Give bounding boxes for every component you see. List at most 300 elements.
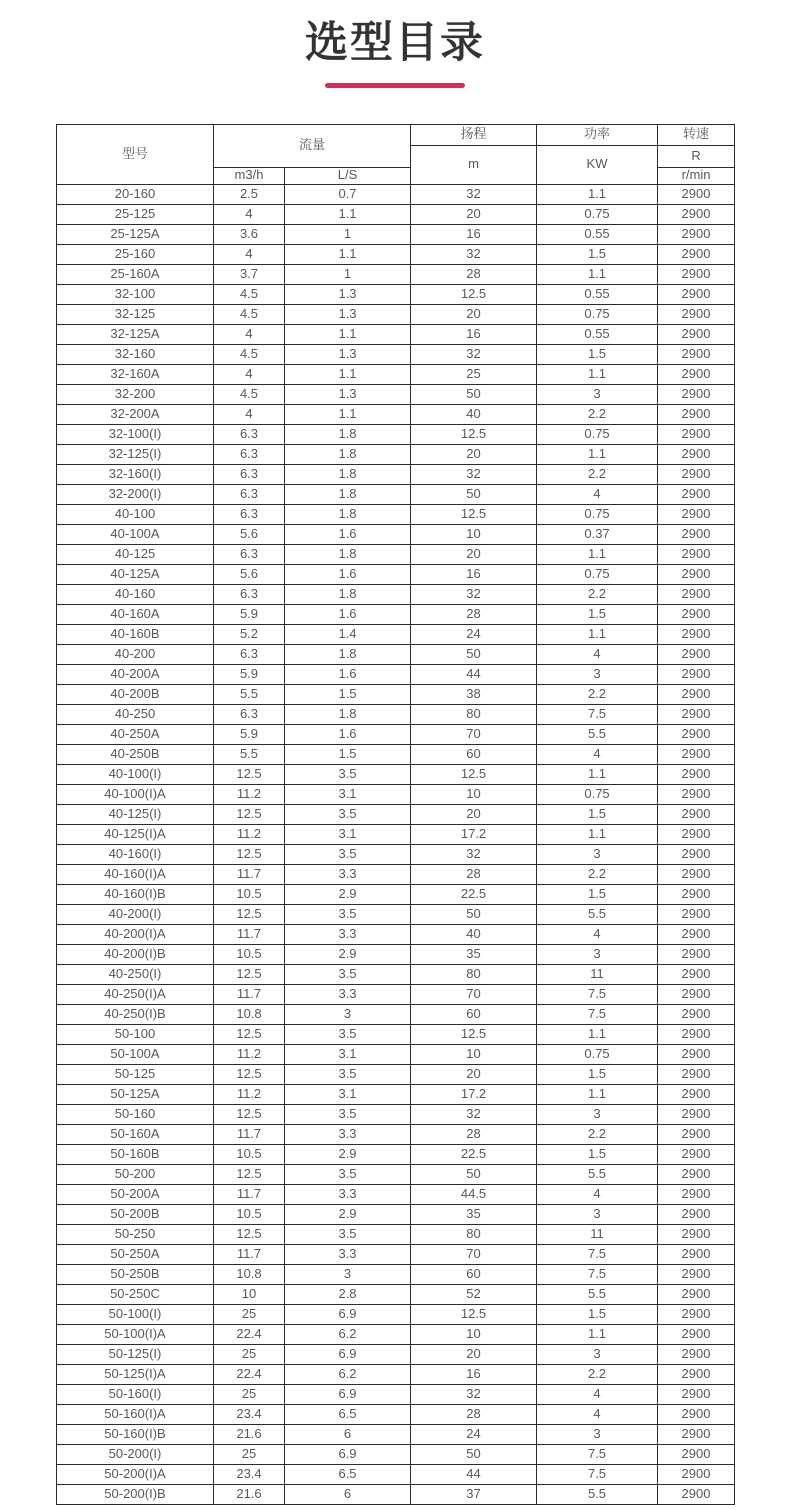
- cell-model: 50-200(I)B: [57, 1484, 214, 1504]
- cell-speed-rpm: 2900: [658, 464, 735, 484]
- cell-flow-ls: 3.1: [285, 1084, 411, 1104]
- cell-model: 32-200(I): [57, 484, 214, 504]
- cell-model: 50-200(I): [57, 1444, 214, 1464]
- cell-model: 40-200: [57, 644, 214, 664]
- cell-power-kw: 1.5: [537, 244, 658, 264]
- cell-speed-rpm: 2900: [658, 804, 735, 824]
- cell-head-m: 28: [411, 864, 537, 884]
- cell-power-kw: 11: [537, 1224, 658, 1244]
- cell-flow-ls: 3.5: [285, 1224, 411, 1244]
- cell-head-m: 10: [411, 1044, 537, 1064]
- col-header-flow-ls: L/S: [285, 167, 411, 184]
- cell-flow-m3h: 25: [214, 1444, 285, 1464]
- cell-flow-ls: 3.5: [285, 764, 411, 784]
- cell-model: 50-100(I): [57, 1304, 214, 1324]
- cell-flow-m3h: 25: [214, 1384, 285, 1404]
- cell-power-kw: 4: [537, 744, 658, 764]
- cell-head-m: 20: [411, 804, 537, 824]
- table-row: [57, 1344, 735, 1364]
- cell-flow-ls: 3.5: [285, 1024, 411, 1044]
- table-row: [57, 1064, 735, 1084]
- cell-power-kw: 5.5: [537, 904, 658, 924]
- cell-head-m: 10: [411, 524, 537, 544]
- cell-power-kw: 4: [537, 1184, 658, 1204]
- cell-power-kw: 4: [537, 1384, 658, 1404]
- cell-speed-rpm: 2900: [658, 404, 735, 424]
- cell-flow-ls: 3.3: [285, 1184, 411, 1204]
- cell-flow-m3h: 4: [214, 324, 285, 344]
- cell-power-kw: 7.5: [537, 1004, 658, 1024]
- cell-power-kw: 0.55: [537, 224, 658, 244]
- cell-model: 25-160A: [57, 264, 214, 284]
- cell-flow-ls: 1.8: [285, 644, 411, 664]
- cell-flow-ls: 6.9: [285, 1304, 411, 1324]
- cell-speed-rpm: 2900: [658, 1184, 735, 1204]
- cell-flow-m3h: 4.5: [214, 344, 285, 364]
- cell-flow-ls: 3.1: [285, 824, 411, 844]
- table-row: [57, 664, 735, 684]
- cell-flow-m3h: 10.8: [214, 1264, 285, 1284]
- cell-model: 40-160: [57, 584, 214, 604]
- cell-power-kw: 2.2: [537, 404, 658, 424]
- cell-model: 50-250: [57, 1224, 214, 1244]
- cell-power-kw: 5.5: [537, 724, 658, 744]
- cell-flow-ls: 1.3: [285, 284, 411, 304]
- table-row: [57, 1244, 735, 1264]
- cell-model: 40-125A: [57, 564, 214, 584]
- cell-speed-rpm: 2900: [658, 1044, 735, 1064]
- cell-model: 32-200: [57, 384, 214, 404]
- table-row: [57, 1404, 735, 1424]
- cell-head-m: 16: [411, 224, 537, 244]
- cell-flow-m3h: 2.5: [214, 184, 285, 204]
- cell-model: 32-125: [57, 304, 214, 324]
- cell-head-m: 60: [411, 744, 537, 764]
- table-row: [57, 844, 735, 864]
- cell-speed-rpm: 2900: [658, 364, 735, 384]
- cell-model: 40-250A: [57, 724, 214, 744]
- table-row: [57, 904, 735, 924]
- cell-speed-rpm: 2900: [658, 444, 735, 464]
- cell-head-m: 70: [411, 984, 537, 1004]
- cell-speed-rpm: 2900: [658, 184, 735, 204]
- cell-model: 40-200(I): [57, 904, 214, 924]
- cell-head-m: 60: [411, 1004, 537, 1024]
- table-row: [57, 1024, 735, 1044]
- table-row: [57, 1364, 735, 1384]
- cell-power-kw: 2.2: [537, 584, 658, 604]
- cell-power-kw: 1.5: [537, 804, 658, 824]
- cell-flow-m3h: 11.2: [214, 1044, 285, 1064]
- cell-model: 32-100: [57, 284, 214, 304]
- col-header-head: 扬程: [411, 124, 537, 145]
- cell-head-m: 40: [411, 924, 537, 944]
- table-row: [57, 964, 735, 984]
- table-row: [57, 1284, 735, 1304]
- cell-flow-ls: 3.5: [285, 1064, 411, 1084]
- cell-flow-m3h: 11.7: [214, 924, 285, 944]
- cell-head-m: 38: [411, 684, 537, 704]
- table-row: [57, 1444, 735, 1464]
- cell-speed-rpm: 2900: [658, 764, 735, 784]
- cell-flow-ls: 1.6: [285, 524, 411, 544]
- cell-model: 40-160(I)B: [57, 884, 214, 904]
- cell-power-kw: 5.5: [537, 1484, 658, 1504]
- cell-head-m: 12.5: [411, 424, 537, 444]
- table-row: [57, 944, 735, 964]
- cell-flow-ls: 1.3: [285, 344, 411, 364]
- cell-power-kw: 3: [537, 1344, 658, 1364]
- cell-flow-m3h: 10.8: [214, 1004, 285, 1024]
- cell-model: 50-125(I): [57, 1344, 214, 1364]
- cell-head-m: 50: [411, 1164, 537, 1184]
- cell-power-kw: 2.2: [537, 1124, 658, 1144]
- cell-speed-rpm: 2900: [658, 1404, 735, 1424]
- table-row: [57, 1464, 735, 1484]
- cell-power-kw: 0.75: [537, 304, 658, 324]
- cell-flow-ls: 3: [285, 1004, 411, 1024]
- cell-power-kw: 1.1: [537, 764, 658, 784]
- cell-speed-rpm: 2900: [658, 704, 735, 724]
- cell-flow-m3h: 12.5: [214, 844, 285, 864]
- cell-flow-ls: 2.9: [285, 1204, 411, 1224]
- cell-speed-rpm: 2900: [658, 424, 735, 444]
- cell-speed-rpm: 2900: [658, 824, 735, 844]
- cell-head-m: 50: [411, 384, 537, 404]
- cell-power-kw: 11: [537, 964, 658, 984]
- cell-model: 32-200A: [57, 404, 214, 424]
- cell-speed-rpm: 2900: [658, 644, 735, 664]
- cell-speed-rpm: 2900: [658, 384, 735, 404]
- col-header-power-unit: KW: [537, 145, 658, 184]
- table-row: [57, 684, 735, 704]
- cell-power-kw: 0.55: [537, 284, 658, 304]
- cell-power-kw: 0.75: [537, 424, 658, 444]
- cell-head-m: 12.5: [411, 1024, 537, 1044]
- cell-power-kw: 0.37: [537, 524, 658, 544]
- cell-flow-ls: 1.8: [285, 544, 411, 564]
- table-row: [57, 1224, 735, 1244]
- cell-power-kw: 1.1: [537, 444, 658, 464]
- cell-model: 50-125: [57, 1064, 214, 1084]
- cell-head-m: 50: [411, 484, 537, 504]
- cell-flow-m3h: 10.5: [214, 1144, 285, 1164]
- cell-flow-m3h: 12.5: [214, 1064, 285, 1084]
- cell-head-m: 70: [411, 724, 537, 744]
- cell-flow-ls: 2.9: [285, 944, 411, 964]
- title-underline: [325, 83, 465, 88]
- cell-power-kw: 4: [537, 644, 658, 664]
- cell-head-m: 32: [411, 1104, 537, 1124]
- cell-flow-m3h: 11.7: [214, 1124, 285, 1144]
- selection-table: [56, 124, 735, 1505]
- table-row: [57, 424, 735, 444]
- cell-flow-ls: 1.8: [285, 424, 411, 444]
- cell-flow-ls: 1.3: [285, 304, 411, 324]
- cell-flow-ls: 1.6: [285, 724, 411, 744]
- cell-speed-rpm: 2900: [658, 244, 735, 264]
- cell-power-kw: 3: [537, 664, 658, 684]
- cell-flow-ls: 3.5: [285, 964, 411, 984]
- cell-power-kw: 2.2: [537, 1364, 658, 1384]
- cell-model: 32-125(I): [57, 444, 214, 464]
- table-row: [57, 644, 735, 664]
- cell-head-m: 28: [411, 604, 537, 624]
- cell-speed-rpm: 2900: [658, 1324, 735, 1344]
- cell-flow-ls: 6.5: [285, 1404, 411, 1424]
- cell-model: 25-125: [57, 204, 214, 224]
- table-row: [57, 1424, 735, 1444]
- cell-head-m: 25: [411, 364, 537, 384]
- cell-speed-rpm: 2900: [658, 744, 735, 764]
- cell-model: 50-160(I): [57, 1384, 214, 1404]
- table-row: [57, 724, 735, 744]
- cell-flow-m3h: 6.3: [214, 444, 285, 464]
- cell-flow-ls: 1.1: [285, 364, 411, 384]
- table-row: [57, 1264, 735, 1284]
- header-row-1: [57, 124, 735, 145]
- cell-flow-m3h: 6.3: [214, 584, 285, 604]
- cell-flow-m3h: 12.5: [214, 1224, 285, 1244]
- table-row: [57, 864, 735, 884]
- cell-head-m: 24: [411, 1424, 537, 1444]
- cell-power-kw: 1.1: [537, 624, 658, 644]
- cell-model: 50-160: [57, 1104, 214, 1124]
- cell-speed-rpm: 2900: [658, 924, 735, 944]
- cell-flow-ls: 1.8: [285, 464, 411, 484]
- cell-speed-rpm: 2900: [658, 1084, 735, 1104]
- cell-flow-ls: 1.1: [285, 204, 411, 224]
- cell-flow-m3h: 12.5: [214, 1104, 285, 1124]
- cell-speed-rpm: 2900: [658, 1484, 735, 1504]
- cell-model: 40-160A: [57, 604, 214, 624]
- cell-model: 40-250B: [57, 744, 214, 764]
- cell-head-m: 17.2: [411, 824, 537, 844]
- cell-head-m: 80: [411, 964, 537, 984]
- cell-model: 40-250: [57, 704, 214, 724]
- table-row: [57, 1204, 735, 1224]
- cell-flow-ls: 1.5: [285, 744, 411, 764]
- cell-flow-ls: 6: [285, 1484, 411, 1504]
- cell-speed-rpm: 2900: [658, 984, 735, 1004]
- cell-flow-ls: 6.9: [285, 1444, 411, 1464]
- cell-speed-rpm: 2900: [658, 344, 735, 364]
- cell-flow-m3h: 5.5: [214, 684, 285, 704]
- table-header: [57, 124, 735, 184]
- page-title: 选型目录: [305, 19, 485, 67]
- cell-flow-m3h: 23.4: [214, 1404, 285, 1424]
- cell-head-m: 37: [411, 1484, 537, 1504]
- col-header-speed-unit-r: R: [658, 145, 735, 167]
- col-header-flow: 流量: [214, 124, 411, 167]
- cell-head-m: 32: [411, 464, 537, 484]
- cell-model: 40-250(I)A: [57, 984, 214, 1004]
- cell-speed-rpm: 2900: [658, 324, 735, 344]
- table-row: [57, 464, 735, 484]
- cell-flow-m3h: 21.6: [214, 1424, 285, 1444]
- cell-model: 40-100: [57, 504, 214, 524]
- cell-model: 20-160: [57, 184, 214, 204]
- cell-power-kw: 5.5: [537, 1164, 658, 1184]
- cell-speed-rpm: 2900: [658, 1284, 735, 1304]
- cell-speed-rpm: 2900: [658, 1464, 735, 1484]
- cell-power-kw: 1.5: [537, 1304, 658, 1324]
- cell-head-m: 32: [411, 184, 537, 204]
- cell-flow-m3h: 12.5: [214, 964, 285, 984]
- cell-flow-m3h: 5.6: [214, 564, 285, 584]
- cell-speed-rpm: 2900: [658, 1344, 735, 1364]
- cell-flow-m3h: 5.2: [214, 624, 285, 644]
- table-row: [57, 1144, 735, 1164]
- cell-model: 25-160: [57, 244, 214, 264]
- cell-flow-m3h: 25: [214, 1344, 285, 1364]
- cell-model: 40-160B: [57, 624, 214, 644]
- cell-model: 40-160(I)A: [57, 864, 214, 884]
- cell-flow-ls: 3.3: [285, 864, 411, 884]
- cell-speed-rpm: 2900: [658, 1204, 735, 1224]
- cell-power-kw: 3: [537, 384, 658, 404]
- cell-flow-m3h: 12.5: [214, 764, 285, 784]
- cell-flow-m3h: 11.7: [214, 1184, 285, 1204]
- cell-speed-rpm: 2900: [658, 1164, 735, 1184]
- cell-speed-rpm: 2900: [658, 1304, 735, 1324]
- cell-flow-ls: 6.9: [285, 1344, 411, 1364]
- cell-model: 40-100(I): [57, 764, 214, 784]
- table-row: [57, 544, 735, 564]
- cell-flow-m3h: 6.3: [214, 644, 285, 664]
- cell-head-m: 80: [411, 704, 537, 724]
- cell-flow-ls: 2.9: [285, 884, 411, 904]
- cell-speed-rpm: 2900: [658, 504, 735, 524]
- cell-model: 40-100A: [57, 524, 214, 544]
- table-row: [57, 764, 735, 784]
- table-row: [57, 484, 735, 504]
- col-header-flow-m3h: m3/h: [214, 167, 285, 184]
- cell-speed-rpm: 2900: [658, 944, 735, 964]
- cell-speed-rpm: 2900: [658, 1144, 735, 1164]
- cell-speed-rpm: 2900: [658, 904, 735, 924]
- cell-power-kw: 0.75: [537, 204, 658, 224]
- cell-flow-m3h: 23.4: [214, 1464, 285, 1484]
- cell-power-kw: 7.5: [537, 704, 658, 724]
- cell-model: 50-100(I)A: [57, 1324, 214, 1344]
- cell-flow-m3h: 10: [214, 1284, 285, 1304]
- cell-head-m: 50: [411, 904, 537, 924]
- cell-power-kw: 3: [537, 1204, 658, 1224]
- cell-model: 50-250C: [57, 1284, 214, 1304]
- cell-head-m: 32: [411, 344, 537, 364]
- cell-model: 50-160(I)A: [57, 1404, 214, 1424]
- cell-model: 50-160B: [57, 1144, 214, 1164]
- cell-speed-rpm: 2900: [658, 1024, 735, 1044]
- cell-speed-rpm: 2900: [658, 724, 735, 744]
- cell-power-kw: 7.5: [537, 1244, 658, 1264]
- cell-head-m: 32: [411, 844, 537, 864]
- table-row: [57, 1484, 735, 1504]
- cell-head-m: 20: [411, 444, 537, 464]
- cell-head-m: 40: [411, 404, 537, 424]
- cell-speed-rpm: 2900: [658, 1224, 735, 1244]
- cell-head-m: 44: [411, 1464, 537, 1484]
- cell-head-m: 20: [411, 1064, 537, 1084]
- table-row: [57, 524, 735, 544]
- table-row: [57, 824, 735, 844]
- cell-model: 40-125(I): [57, 804, 214, 824]
- cell-flow-m3h: 6.3: [214, 424, 285, 444]
- table-row: [57, 1324, 735, 1344]
- cell-model: 40-250(I): [57, 964, 214, 984]
- cell-speed-rpm: 2900: [658, 964, 735, 984]
- cell-speed-rpm: 2900: [658, 484, 735, 504]
- cell-flow-m3h: 11.2: [214, 824, 285, 844]
- cell-flow-m3h: 5.9: [214, 604, 285, 624]
- cell-flow-m3h: 10.5: [214, 884, 285, 904]
- cell-speed-rpm: 2900: [658, 264, 735, 284]
- cell-model: 50-160A: [57, 1124, 214, 1144]
- cell-power-kw: 1.1: [537, 1024, 658, 1044]
- table-row: [57, 704, 735, 724]
- table-row: [57, 364, 735, 384]
- cell-power-kw: 4: [537, 924, 658, 944]
- cell-head-m: 12.5: [411, 504, 537, 524]
- cell-flow-ls: 1.1: [285, 404, 411, 424]
- cell-flow-m3h: 4: [214, 404, 285, 424]
- cell-flow-m3h: 12.5: [214, 904, 285, 924]
- cell-flow-m3h: 4: [214, 244, 285, 264]
- cell-flow-m3h: 5.9: [214, 724, 285, 744]
- cell-speed-rpm: 2900: [658, 1264, 735, 1284]
- cell-flow-m3h: 11.7: [214, 864, 285, 884]
- table-row: [57, 1104, 735, 1124]
- cell-flow-m3h: 11.2: [214, 1084, 285, 1104]
- cell-speed-rpm: 2900: [658, 1384, 735, 1404]
- cell-model: 40-100(I)A: [57, 784, 214, 804]
- cell-flow-m3h: 12.5: [214, 804, 285, 824]
- cell-head-m: 80: [411, 1224, 537, 1244]
- col-header-speed: 转速: [658, 124, 735, 145]
- table-row: [57, 984, 735, 1004]
- cell-flow-m3h: 4.5: [214, 284, 285, 304]
- cell-power-kw: 0.75: [537, 784, 658, 804]
- cell-flow-ls: 3.5: [285, 804, 411, 824]
- cell-power-kw: 7.5: [537, 1264, 658, 1284]
- cell-model: 32-160A: [57, 364, 214, 384]
- table-row: [57, 504, 735, 524]
- cell-head-m: 52: [411, 1284, 537, 1304]
- cell-model: 50-200: [57, 1164, 214, 1184]
- table-row: [57, 1304, 735, 1324]
- cell-flow-ls: 3.3: [285, 984, 411, 1004]
- cell-head-m: 16: [411, 564, 537, 584]
- cell-model: 32-125A: [57, 324, 214, 344]
- cell-head-m: 60: [411, 1264, 537, 1284]
- cell-flow-ls: 1.3: [285, 384, 411, 404]
- cell-head-m: 70: [411, 1244, 537, 1264]
- cell-power-kw: 4: [537, 484, 658, 504]
- cell-flow-ls: 3.5: [285, 1164, 411, 1184]
- cell-flow-ls: 3.5: [285, 904, 411, 924]
- cell-model: 50-100A: [57, 1044, 214, 1064]
- cell-power-kw: 3: [537, 1424, 658, 1444]
- cell-model: 50-160(I)B: [57, 1424, 214, 1444]
- cell-flow-ls: 1.5: [285, 684, 411, 704]
- cell-flow-m3h: 5.5: [214, 744, 285, 764]
- cell-speed-rpm: 2900: [658, 1004, 735, 1024]
- table-row: [57, 284, 735, 304]
- cell-power-kw: 0.75: [537, 504, 658, 524]
- cell-model: 50-125A: [57, 1084, 214, 1104]
- cell-head-m: 17.2: [411, 1084, 537, 1104]
